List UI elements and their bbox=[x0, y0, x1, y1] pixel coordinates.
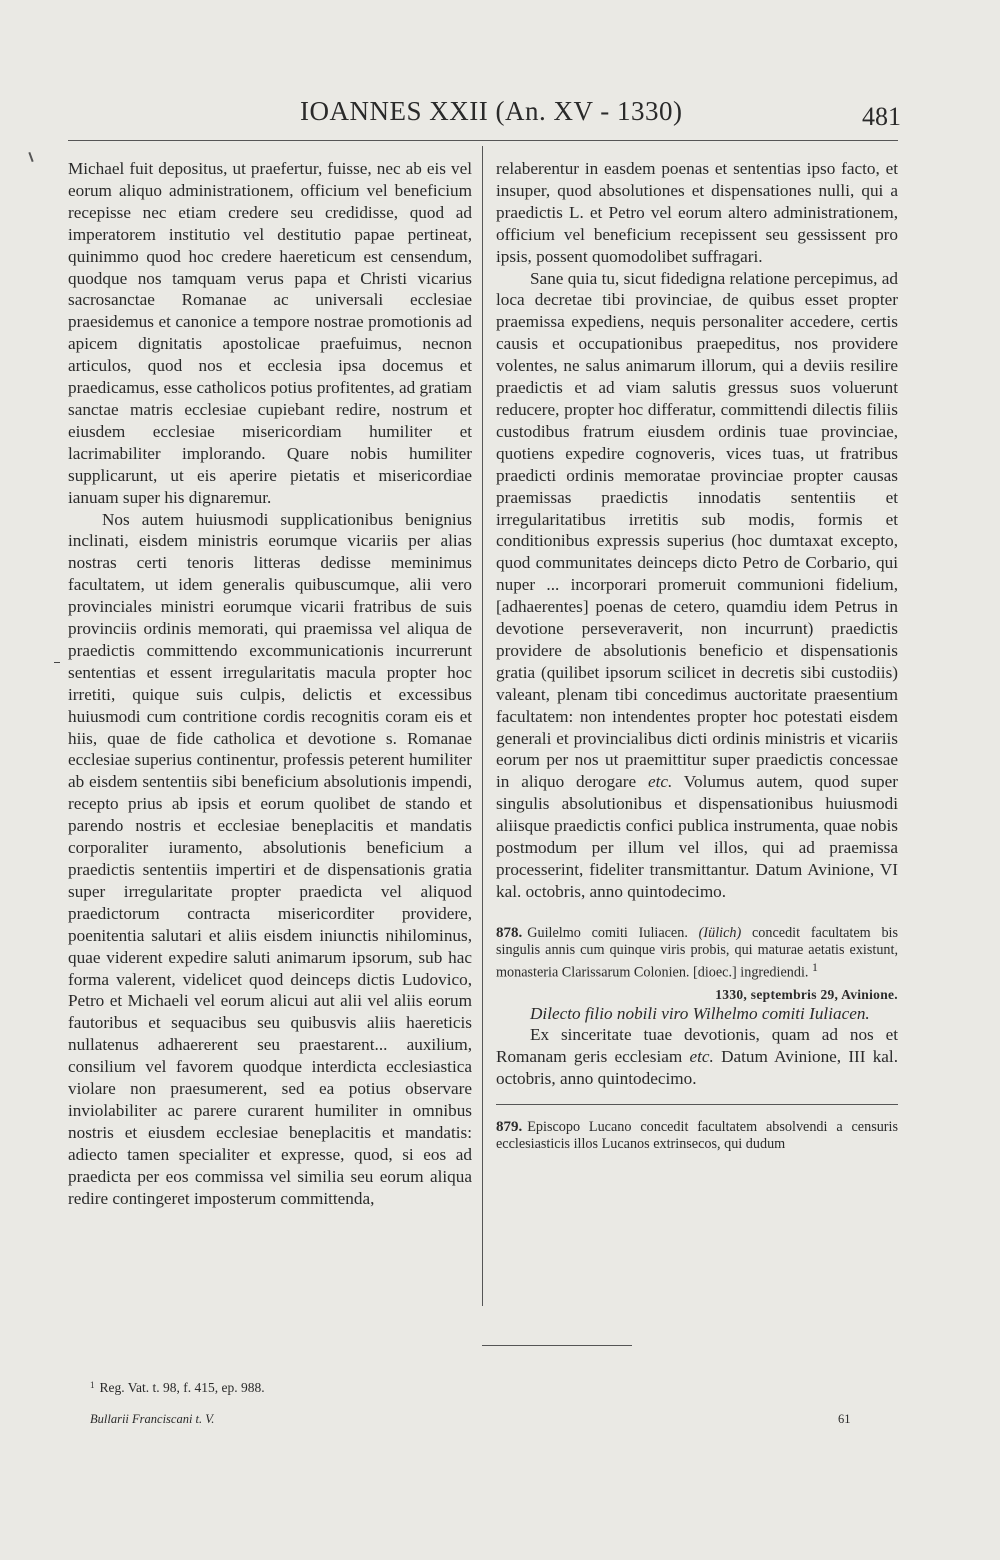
left-column bbox=[68, 158, 472, 1210]
column-divider bbox=[482, 146, 483, 1306]
footnote bbox=[90, 1380, 265, 1396]
paragraph-text: Volumus autem, quod super singulis absolutionibus et dispensationibus huiusmodi aliisque praedictis confici publica instrumenta, quae nobis postmodum per illum vel illos, qui ad praemissa processerint, fideliter transmittantur. Datum Avinione, VI kal. octobris, anno quintodecimo. bbox=[496, 772, 898, 901]
paragraph bbox=[496, 268, 898, 903]
running-title: IOANNES XXII (An. XV - 1330) bbox=[300, 96, 683, 126]
entry-summary bbox=[496, 1119, 898, 1153]
page-number: 481 bbox=[862, 102, 901, 131]
paragraph: Michael fuit depositus, ut praefertur, fuisse, nec ab eis vel eorum aliquo administrationem, officium vel beneficium recepisse nec etiam credere seu credidisse, quod ad imperatorem institutio vel destitutio papae pertineat, quinimmo quod hoc credere haereticum est censendum, quodque nos tamquam verus papa et Christi vicarius sacrosanctae Romanae ac universali ecclesiae praesidemus et canonice a tempore nostrae promotionis ad apicem dignitatis apostolicae praefuimus, necnon articulos, quod nos et ecclesia ipsa docemus et praedicamus, esse catholicos potius profitentes, ad gratiam sanctae matris ecclesiae cupiebant redire, nostrum et eiusdem ecclesiae misericordiam humiliter et lacrimabiliter implorando. Quare nobis humiliter supplicarunt, ut eis aperire pietatis et misericordiae ianuam super his dignaremur. bbox=[68, 159, 472, 507]
body-text: Ex sinceritate tuae devotionis, quam ad nos et Romanam geris ecclesiam bbox=[496, 1025, 898, 1067]
footnote-rule bbox=[482, 1345, 632, 1346]
margin-mark bbox=[54, 662, 60, 663]
entry-date: 1330, septembris 29, Avinione. bbox=[715, 986, 898, 1002]
header-rule bbox=[68, 140, 898, 141]
margin-mark bbox=[28, 152, 33, 162]
summary-text: Guilelmo comiti Iuliacen. bbox=[527, 924, 688, 941]
entry-summary bbox=[496, 925, 898, 982]
summary-text: Episcopo Lucano concedit facultatem absolvendi a censuris ecclesiasticis illos Lucanos extrinsecos, qui dudum bbox=[496, 1119, 898, 1153]
paragraph: Nos autem huiusmodi supplicationibus benignius inclinati, eisdem ministris eorumque vicariis per alias nostras certi tenoris litteras dedisse meminimus facultatem, ut idem generalis quibuscumque, alii vero provinciales ministri eorumque vicarii fratribus de suis provinciis ordinis memorati, qui praemissa vel aliqua de praedictis committendo excommunicationis incurrerunt sententias et essent irregularitatis macula propter hoc irretiti, quique suis culpis, delictis et excessibus huiusmodi cum contritione cordis recognitis coram eis et hiis, quae de fide catholica et devotione s. Romanae ecclesiae superius continentur, professis peterent humiliter ab eisdem sententiis sibi beneficium absolutionis impendi, recepto prius ab ipsis et eorum quolibet de stando et parendo nostris et ecclesiae beneplacitis et mandatis corporaliter iuramento, absolutionis beneficium a praedictis sententiis impertiri et de dispensationis gratia super irregularitate propter praedicta vel aliquod praedictorum contracta misericorditer providere, poenitentia salutari et aliis eisdem iniunctis nihilominus, quae viderent expedire saluti animarum ipsorum, sub hac forma valerent, videlicet quod deinceps dictis Ludovico, Petro et Michaeli vel eorum alicui aut alii vel aliis eorum fautoribus et sequacibus seu quibusvis aliis haereticis nullatenus adhaererent seu praestarent... auxilium, consilium vel favorem quodque interdicta ecclesiastica violare non praesumerent, sed ea potius observare inviolabiliter ac parere curarent humiliter in omnibus nostris et eiusdem ecclesiae beneplacitis et mandatis: adiecto tamen specialiter et expresse, quod, si eos ad praedicta per eos commissa vel similia seu eorum aliqua redire contingeret imposterum committenda, bbox=[68, 509, 472, 1208]
signature-mark: 61 bbox=[838, 1412, 851, 1426]
summary-italic: (Iülich) bbox=[698, 924, 742, 941]
etc-abbrev: etc. bbox=[689, 1047, 714, 1067]
right-column bbox=[496, 158, 898, 1153]
footnote-text: Reg. Vat. t. 98, f. 415, ep. 988. bbox=[99, 1380, 265, 1395]
entry-body bbox=[496, 1024, 898, 1090]
paragraph-text: Sane quia tu, sicut fidedigna relatione percepimus, ad loca decretae tibi provinciae, de quibus esset propter praemissa expediens, nequis personaliter accedere, certis causis et occupationibus praepeditus, nos providere volentes, ne salus animarum illorum, qui a deviis resilire praedictis et ad viam salutis gressus suos voluerunt reducere, propter hoc differatur, committendi dilectis filiis custodibus fratrum eiusdem ordinis tuae provinciae, quotiens expedire cognoveris, vices tuas, ut fratribus praedicti ordinis memoratae provinciae propter causas praemissas praedictis innodatis sententiis et irregularitatibus irretitis sub modis, formis et conditionibus expressis superius (hoc dumtaxat excepto, quod communitates deinceps dicto Petro de Corbario, qui nuper ... incorporari promeruit communioni fidelium, [adhaerentes] poenas de cetero, quamdiu idem Petrus in devotione perseveraverit, non incurrunt) praedictis providere de absolutionis beneficio et dispensationis gratia (quilibet ipsorum scilicet in decretis sibi custodiis) valeant, plenam tibi concedimus auctoritate praesentium facultatem: non intendentes propter hoc potestati eisdem generali et provincialibus dicti ordinis ministris et vicariis eorum per nos ut praemittitur super praedictis concessae in aliquo derogare bbox=[496, 268, 898, 792]
imprint: Bullarii Franciscani t. V. bbox=[90, 1412, 215, 1426]
entry-number: 878. bbox=[496, 924, 523, 941]
paragraph: relaberentur in easdem poenas et sententias ipso facto, et insuper, quod absolutiones et dispensationes nulli, qui a praedictis L. et Petro vel eorum altero administrationem, officium vel beneficium recepissent seu gessissent pro ipsis, possent quomodolibet suffragari. bbox=[496, 159, 898, 266]
address-line: Dilecto filio nobili viro Wilhelmo comiti Iuliacen. bbox=[530, 1003, 870, 1023]
entry-878 bbox=[496, 925, 898, 1003]
etc-abbrev: etc. bbox=[647, 772, 673, 792]
entry-879 bbox=[496, 1119, 898, 1153]
entry-number: 879. bbox=[496, 1119, 523, 1136]
summary-text: concedit facultatem bis singulis annis cum quinque viris probis, qui maturae aetatis existunt, monasteria Clarissarum Colonien. [dioec.] ingrediendi. bbox=[496, 924, 899, 981]
entry-separator bbox=[496, 1104, 898, 1105]
footnote-ref: 1 bbox=[811, 959, 818, 974]
body-text: Datum Avinione, III kal. octobris, anno quintodecimo. bbox=[496, 1047, 899, 1089]
footnote-mark: 1 bbox=[90, 1380, 95, 1390]
